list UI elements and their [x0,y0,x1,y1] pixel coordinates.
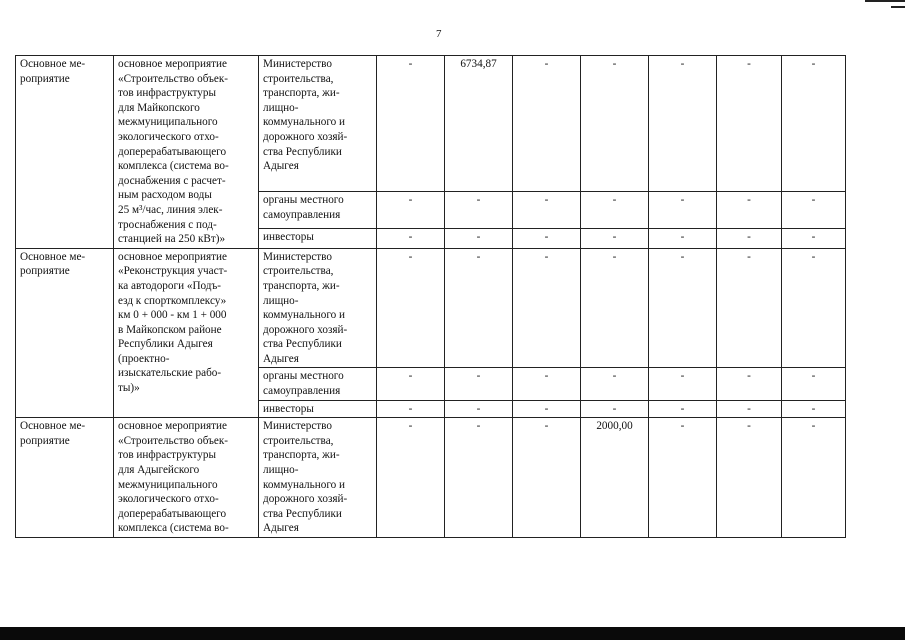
value-cell: - [445,400,513,418]
table-row [16,418,846,538]
value-cell: - [782,400,846,418]
value-cell: - [377,192,445,229]
scan-edge-mark [865,0,905,2]
executor-cell: Министерство строительства, транспорта, жи- лищно- коммунального и дорожного хозяй- ства Республики Адыгея [259,248,377,368]
scan-edge-mark [891,6,905,8]
value-cell: - [377,248,445,368]
executor-cell: органы местного самоуправления [259,368,377,400]
value-cell: - [377,56,445,192]
scan-bottom-border [0,627,905,640]
value-cell: - [782,192,846,229]
value-cell: - [513,418,581,538]
value-cell: - [581,400,649,418]
value-cell: - [649,418,717,538]
executor-cell: Министерство строительства, транспорта, жи- лищно- коммунального и дорожного хозяй- ства Республики Адыгея [259,56,377,192]
value-cell: - [717,418,782,538]
value-cell: - [782,418,846,538]
value-cell: - [513,228,581,248]
value-cell: - [649,228,717,248]
value-cell: - [782,368,846,400]
value-cell: - [513,248,581,368]
measure-type-cell: Основное ме- роприятие [16,248,114,418]
executor-cell: инвесторы [259,228,377,248]
value-cell: - [581,228,649,248]
value-cell: - [581,192,649,229]
value-cell: - [649,400,717,418]
value-cell: - [513,56,581,192]
value-cell: 2000,00 [581,418,649,538]
value-cell: - [377,418,445,538]
value-cell: - [782,56,846,192]
value-cell: - [377,228,445,248]
value-cell: - [445,192,513,229]
table-row [16,248,846,368]
value-cell: - [649,248,717,368]
value-cell: - [513,368,581,400]
value-cell: - [513,400,581,418]
value-cell: - [377,368,445,400]
table-row [16,56,846,192]
value-cell: - [445,248,513,368]
value-cell: - [649,368,717,400]
page-number: 7 [436,28,442,40]
value-cell: - [377,400,445,418]
value-cell: - [782,228,846,248]
executor-cell: Министерство строительства, транспорта, жи- лищно- коммунального и дорожного хозяй- ства Республики Адыгея [259,418,377,538]
value-cell: - [445,368,513,400]
executor-cell: инвесторы [259,400,377,418]
value-cell: 6734,87 [445,56,513,192]
executor-cell: органы местного самоуправления [259,192,377,229]
value-cell: - [782,248,846,368]
value-cell: - [717,248,782,368]
value-cell: - [717,228,782,248]
value-cell: - [581,56,649,192]
measure-name-cell: основное мероприятие «Строительство объек- тов инфраструктуры для Майкопского межмуниципального экологического отхо- доперерабатывающего комплекса (система во- доснабжения с расчет- ным расходом воды 25 м³/час, линия элек- троснабжения с под- станцией на 250 кВт)» [114,56,259,249]
value-cell: - [717,368,782,400]
value-cell: - [717,192,782,229]
measure-name-cell: основное мероприятие «Строительство объек- тов инфраструктуры для Адыгейского межмуниципального экологического отхо- доперерабатывающего комплекса (система во- [114,418,259,538]
value-cell: - [581,368,649,400]
value-cell: - [513,192,581,229]
value-cell: - [649,192,717,229]
budget-table [15,55,846,538]
value-cell: - [581,248,649,368]
measure-name-cell: основное мероприятие «Реконструкция участ- ка автодороги «Подъ- езд к спорткомплексу» км 0 + 000 - км 1 + 000 в Майкопском районе Республики Адыгея (проектно- изыскательские рабо- ты)» [114,248,259,418]
value-cell: - [649,56,717,192]
measure-type-cell: Основное ме- роприятие [16,56,114,249]
measure-type-cell: Основное ме- роприятие [16,418,114,538]
value-cell: - [445,228,513,248]
value-cell: - [717,400,782,418]
value-cell: - [445,418,513,538]
value-cell: - [717,56,782,192]
